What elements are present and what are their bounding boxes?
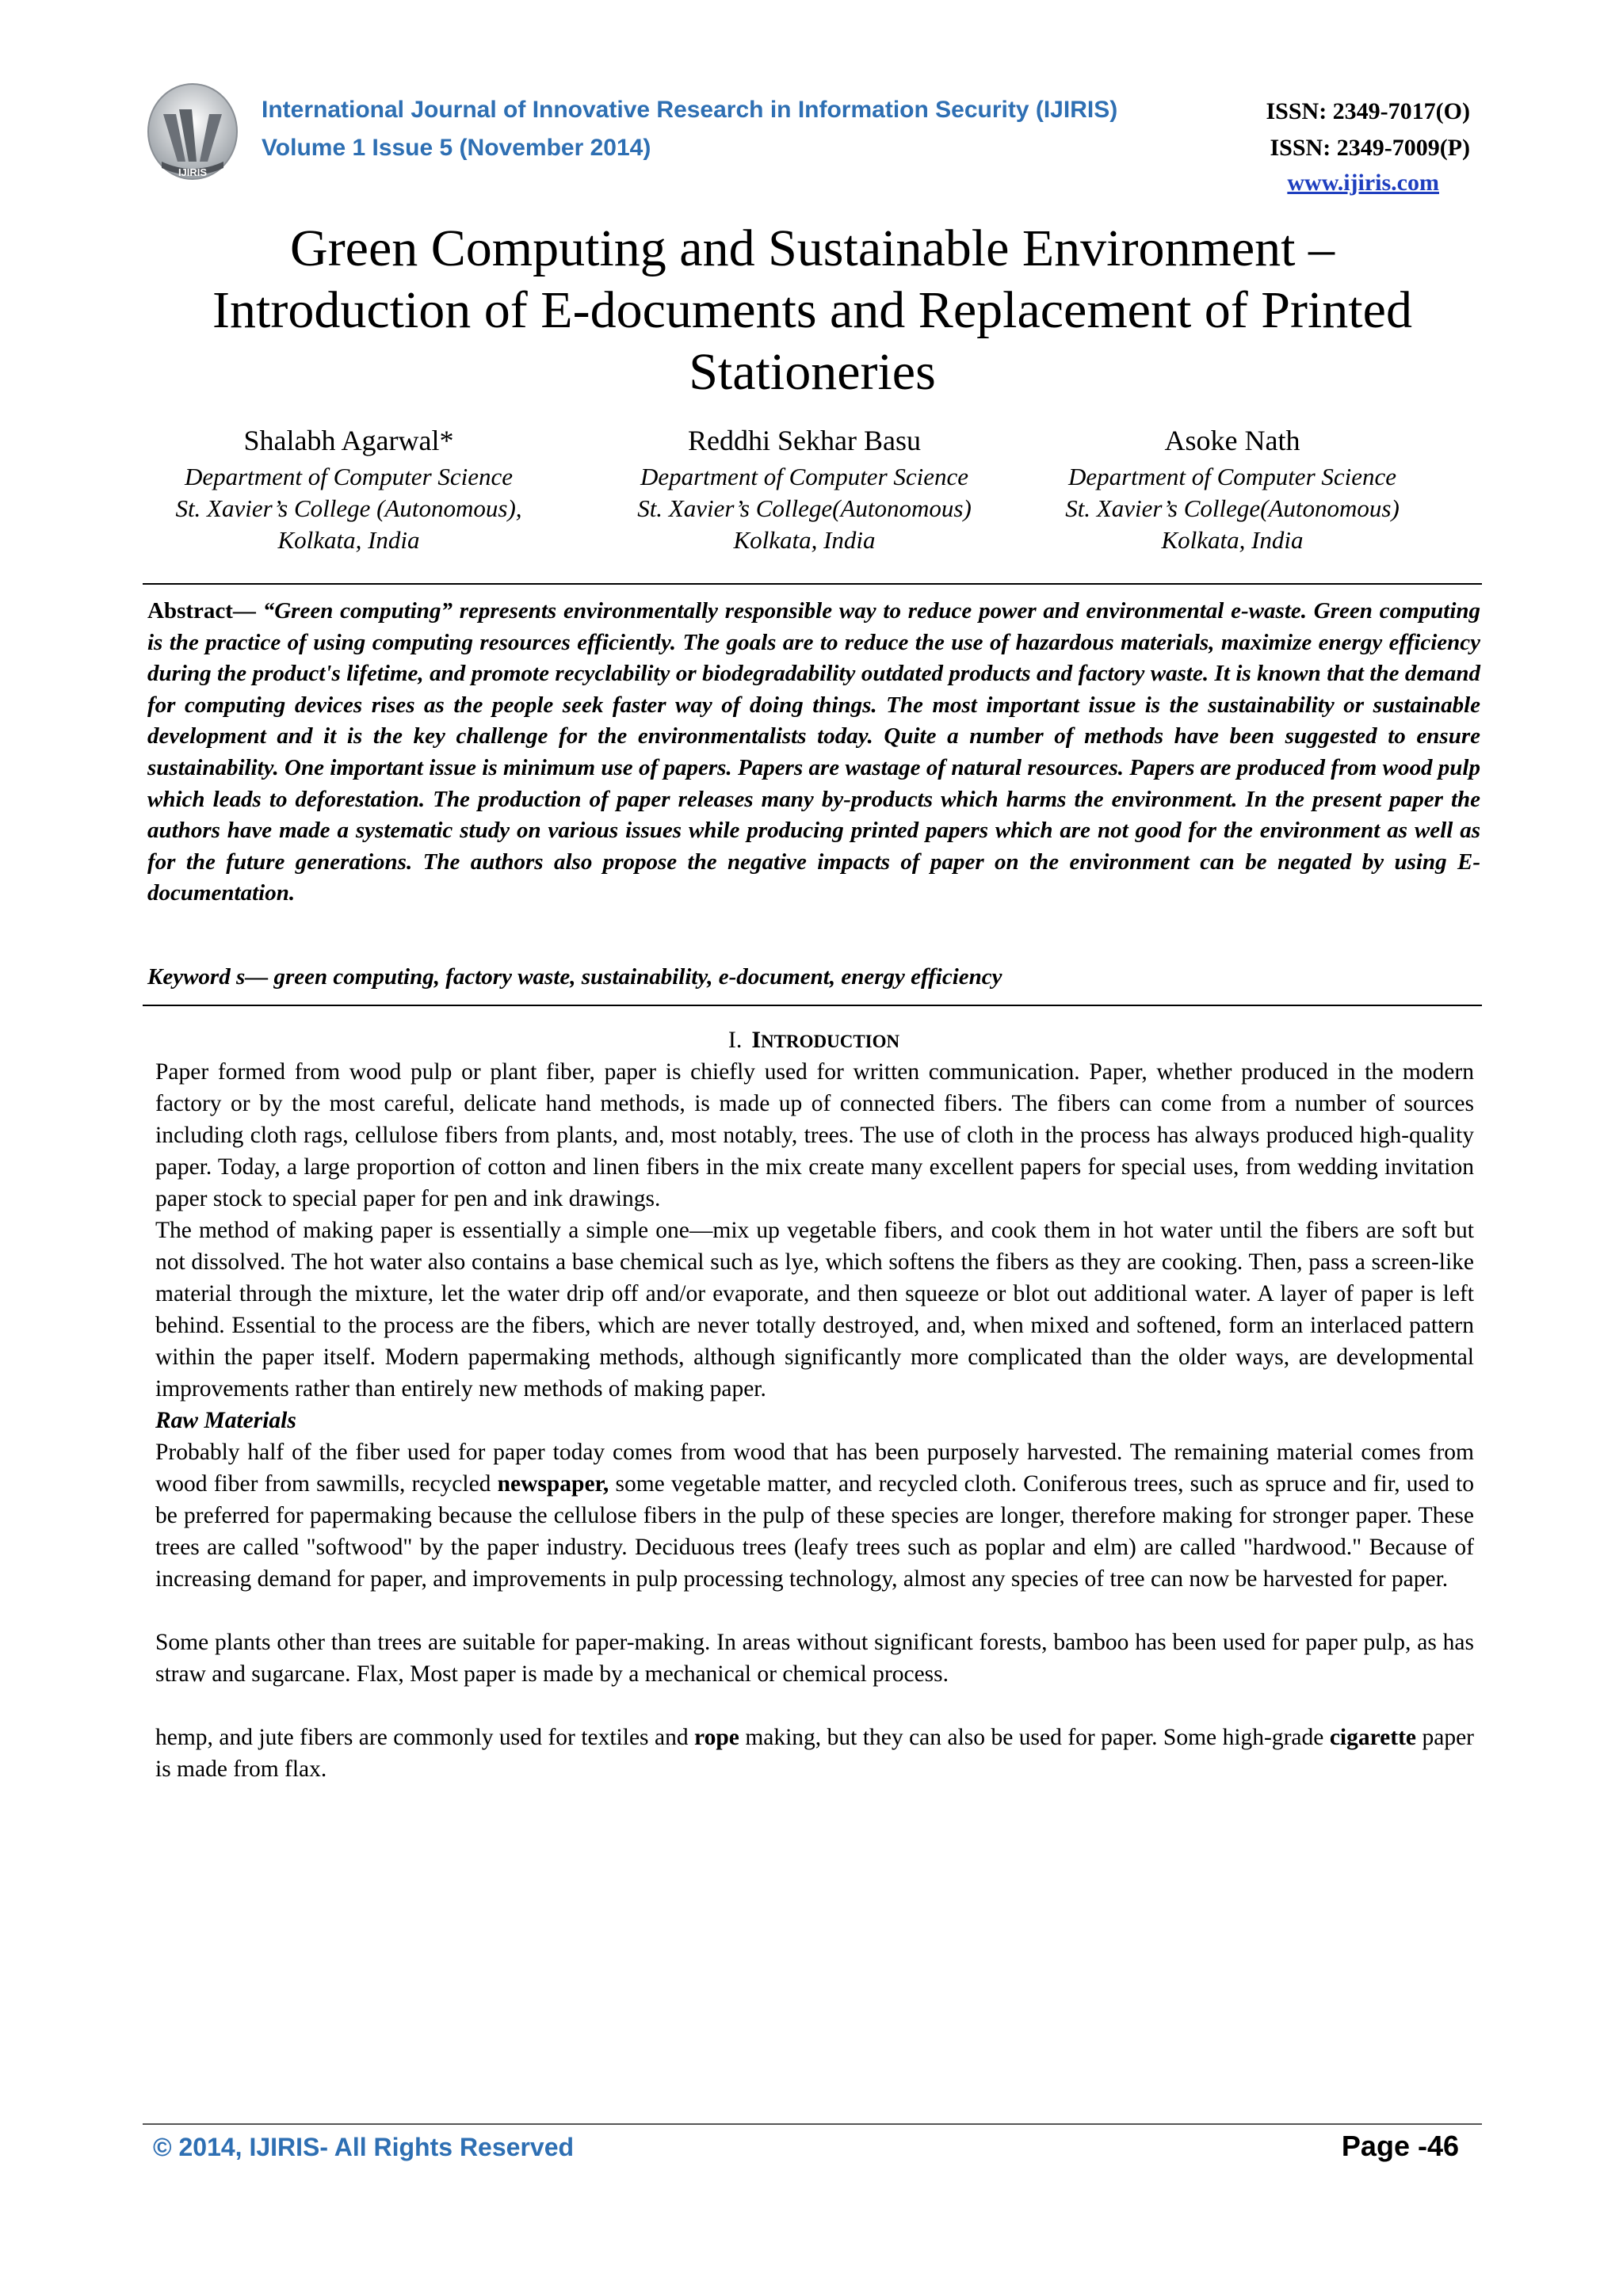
- author-college: St. Xavier’s College(Autonomous): [637, 494, 972, 522]
- title-line-1: Green Computing and Sustainable Environment –: [290, 219, 1335, 277]
- author-city: Kolkata, India: [733, 526, 876, 554]
- author-name: Asoke Nath: [1164, 425, 1300, 456]
- issn-print: ISSN: 2349-7009(P): [1270, 135, 1470, 161]
- abstract-top-divider: [143, 583, 1482, 585]
- keywords: Keyword s— green computing, factory waste, sustainability, e-document, energy efficiency: [147, 964, 1002, 990]
- section-title-initial: I: [751, 1027, 762, 1053]
- body-text: [155, 1056, 1474, 1785]
- journal-logo: [146, 82, 239, 185]
- author-college: St. Xavier’s College(Autonomous): [1065, 494, 1400, 522]
- paragraph: The method of making paper is essentially a simple one—mix up vegetable fibers, and cook them in hot water until the fibers are soft but not dissolved. The hot water also contains a base chemical such as lye, which softens the fibers as they are cooking. Then, pass a screen-like material through the mixture, let the water drip off and/or evaporate, and then squeeze or blot out additional water. A layer of paper is left behind. Essential to the process are the fibers, which are never totally destroyed, and, when mixed and softened, form an interlaced pattern within the paper itself. Modern papermaking methods, although significantly more complicated than the older ways, are developmental improvements rather than entirely new methods of making paper.: [155, 1218, 1474, 1402]
- abstract: [147, 596, 1480, 910]
- title-line-2: Introduction of E-documents and Replacement of Printed: [212, 281, 1412, 339]
- author-name: Shalabh Agarwal*: [243, 425, 454, 456]
- abstract-text: “Green computing” represents environmentally responsible way to reduce power and environmental e-waste. Green computing is the practice of using computing resources efficiently. The goals are to reduce the use of hazardous materials, maximize energy efficiency during the product's lifetime, and promote recyclability or biodegradability outdated products and factory waste. It is known that the demand for computing devices rises as the people seek faster way of doing things. The most important issue is the sustainability or sustainable development and it is the key challenge for the environmentalists today. Quite a number of methods have been suggested to ensure sustainability. One important issue is minimum use of papers. Papers are wastage of natural resources. Papers are produced from wood pulp which leads to deforestation. The production of paper releases many by-products which harms the environment. In the present paper the authors have made a systematic study on various issues while producing printed papers which are not good for the environment as well as for the future generations. The authors also propose the negative impacts of paper on the environment can be negated by using E-documentation.: [147, 598, 1481, 906]
- section-number: I.: [727, 1027, 743, 1053]
- abstract-label: Abstract—: [147, 598, 256, 624]
- author-city: Kolkata, India: [1161, 526, 1304, 554]
- paragraph: Paper formed from wood pulp or plant fiber, paper is chiefly used for written communication. Paper, whether produced in the modern factory or by the most careful, delicate hand methods, is made up of connected fibers. The fibers can come from a number of sources including cloth rags, cellulose fibers from plants, and, most notably, trees. The use of cloth in the process has always produced high-quality paper. Today, a large proportion of cotton and linen fibers in the mix create many excellent papers for special uses, from wedding invitation paper stock to special paper for pen and ink drawings.: [155, 1059, 1474, 1211]
- footer-page-number: Page -46: [1341, 2130, 1459, 2162]
- author-department: Department of Computer Science: [640, 463, 969, 490]
- paragraph: Probably half of the fiber used for paper today comes from wood that has been purposely harvested. The remaining material comes from wood fiber from sawmills, recycled newspaper, some vegetable matter, and recycled cloth. Coniferous trees, such as spruce and fir, used to be preferred for papermaking because the cellulose fibers in the pulp of these species are longer, therefore making for stronger paper. These trees are called "softwood" by the paper industry. Deciduous trees (leafy trees such as poplar and elm) are called "hardwood." Because of increasing demand for paper, and improvements in pulp processing technology, almost any species of tree can now be harvested for paper.: [155, 1440, 1474, 1592]
- author-block-1: [143, 420, 555, 556]
- issn-online: ISSN: 2349-7017(O): [1266, 98, 1470, 124]
- author-block-2: [590, 420, 1018, 556]
- section-heading: [147, 1027, 1480, 1054]
- author-block-3: [1018, 420, 1446, 556]
- footer-divider: [143, 2123, 1482, 2125]
- author-city: Kolkata, India: [277, 526, 420, 554]
- section-title-rest: NTRODUCTION: [761, 1032, 900, 1051]
- journal-name: International Journal of Innovative Research in Information Security (IJIRIS): [262, 97, 1118, 123]
- paragraph: hemp, and jute fibers are commonly used for textiles and rope making, but they can also be used for paper. Some high-grade cigarette paper is made from flax.: [155, 1725, 1474, 1782]
- title-line-3: Stationeries: [689, 343, 936, 401]
- abstract-bottom-divider: [143, 1005, 1482, 1006]
- author-name: Reddhi Sekhar Basu: [688, 425, 921, 456]
- footer-copyright: © 2014, IJIRIS- All Rights Reserved: [153, 2133, 575, 2161]
- author-college: St. Xavier’s College (Autonomous),: [175, 494, 522, 522]
- logo-text: IJIRIS: [178, 166, 208, 178]
- paragraph: Some plants other than trees are suitable for paper-making. In areas without significant forests, bamboo has been used for paper pulp, as has straw and sugarcane. Flax, Most paper is made by a mechanical or chemical process.: [155, 1630, 1474, 1687]
- paper-title: [143, 218, 1482, 403]
- author-department: Department of Computer Science: [184, 463, 514, 490]
- journal-volume: Volume 1 Issue 5 (November 2014): [262, 135, 651, 161]
- subheading-raw-materials: Raw Materials: [155, 1408, 296, 1433]
- author-department: Department of Computer Science: [1067, 463, 1397, 490]
- journal-url-link[interactable]: www.ijiris.com: [1287, 170, 1439, 196]
